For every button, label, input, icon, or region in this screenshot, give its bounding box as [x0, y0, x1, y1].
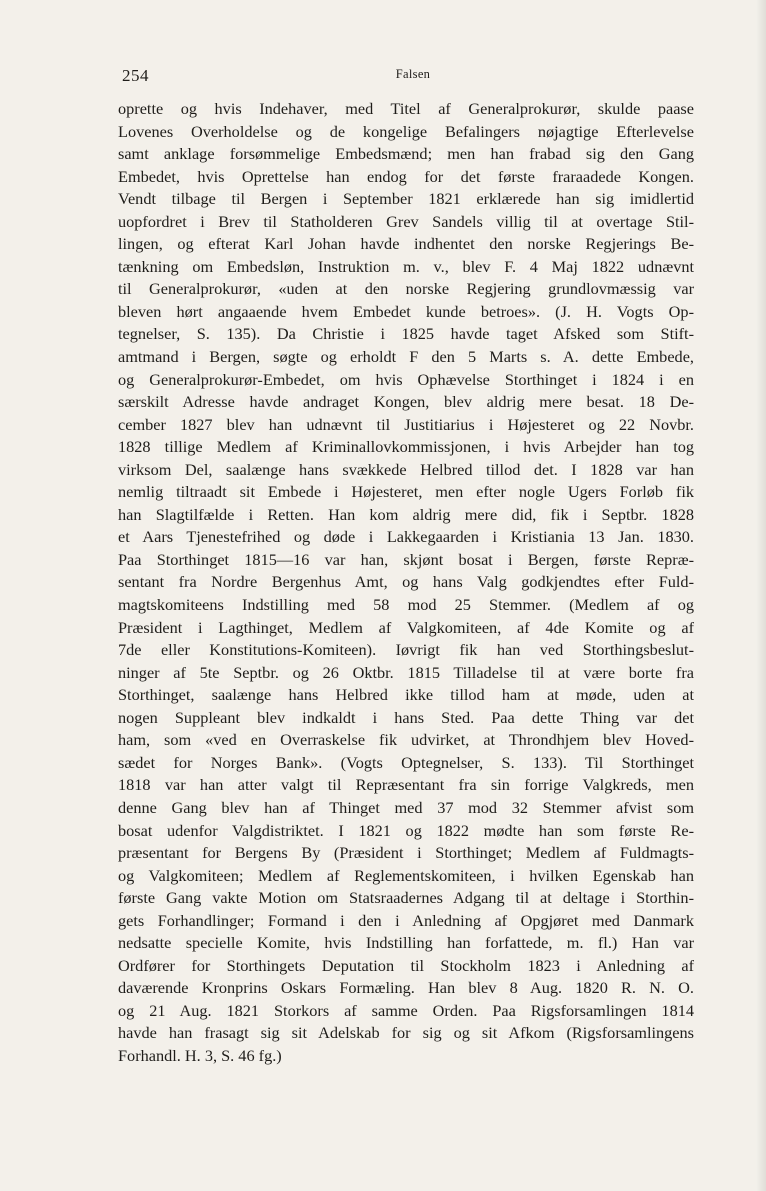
page-edge-shadow — [756, 0, 766, 1191]
text-line: Embedet, hvis Oprettelse han endog for det første fraraadede Kongen. — [118, 166, 694, 186]
text-line: sentant fra Nordre Bergenhus Amt, og hans Valg godkjendtes efter Fuld- — [118, 572, 694, 592]
text-line: oprette og hvis Indehaver, med Titel af Generalprokurør, skulde paase — [118, 99, 694, 118]
text-line: amtmand i Bergen, søgte og erholdt F den 5 Marts s. A. dette Embede, — [118, 347, 694, 367]
text-line: havde han frasagt sig sit Adelskab for sig og sit Afkom (Rigsforsamlingens — [118, 1023, 694, 1043]
running-head: Falsen — [395, 67, 431, 81]
text-line: første Gang vakte Motion om Statsraadernes Adgang til at deltage i Storthin- — [118, 888, 694, 908]
text-line: gets Forhandlinger; Formand i den i Anledning af Opgjøret med Danmark — [118, 910, 694, 930]
text-line: nedsatte specielle Komite, hvis Indstilling han forfattede, m. fl.) Han var — [118, 933, 694, 953]
text-line: præsentant for Bergens By (Præsident i Storthinget; Medlem af Fuldmagts- — [118, 843, 694, 863]
text-line: ninger af 5te Septbr. og 26 Oktbr. 1815 Tilladelse til at være borte fra — [118, 662, 694, 682]
text-line: nogen Suppleant blev indkaldt i hans Sted. Paa dette Thing var det — [118, 707, 694, 727]
text-line: Lovenes Overholdelse og de kongelige Befalingers nøjagtige Efterlevelse — [118, 121, 694, 141]
text-line: sædet for Norges Bank». (Vogts Optegnelser, S. 133). Til Storthinget — [118, 752, 694, 772]
text-line: uopfordret i Brev til Statholderen Grev Sandels villig til at overtage Stil- — [118, 211, 694, 231]
text-line: Storthinget, saalænge hans Helbred ikke tillod ham at møde, uden at — [118, 685, 694, 705]
text-line: og Generalprokurør-Embedet, om hvis Ophævelse Storthinget i 1824 i en — [118, 369, 694, 389]
text-line: 1828 tillige Medlem af Kriminallovkommissjonen, i hvis Arbejder han tog — [118, 437, 694, 457]
text-line: 7de eller Konstitutions-Komiteen). Iøvrigt fik han ved Storthingsbeslut- — [118, 640, 694, 660]
text-line: Vendt tilbage til Bergen i September 1821 erklærede han sig imidlertid — [118, 189, 694, 209]
text-line: samt anklage forsømmelige Embedsmænd; men han frabad sig den Gang — [118, 144, 694, 164]
text-line: magtskomiteens Indstilling med 58 mod 25 Stemmer. (Medlem af og — [118, 595, 694, 615]
text-line: Paa Storthinget 1815—16 var han, skjønt bosat i Bergen, første Repræ- — [118, 549, 694, 569]
text-line: daværende Kronprins Oskars Formæling. Han blev 8 Aug. 1820 R. N. O. — [118, 978, 694, 998]
text-line: bleven hørt angaaende hvem Embedet kunde betroes». (J. H. Vogts Op- — [118, 301, 694, 321]
text-line: 1818 var han atter valgt til Repræsentant fra sin forrige Valgkreds, men — [118, 775, 694, 795]
text-line: virksom Del, saalænge hans svækkede Helbred tillod det. I 1828 var han — [118, 459, 694, 479]
text-line: et Aars Tjenestefrihed og døde i Lakkegaarden i Kristiania 13 Jan. 1830. — [118, 527, 694, 547]
text-line: denne Gang blev han af Thinget med 37 mod 32 Stemmer afvist som — [118, 797, 694, 817]
text-line: tegnelser, S. 135). Da Christie i 1825 havde taget Afsked som Stift- — [118, 324, 694, 344]
text-line: særskilt Adresse havde andraget Kongen, blev aldrig mere besat. 18 De- — [118, 392, 694, 412]
text-line: Ordfører for Storthingets Deputation til Stockholm 1823 i Anledning af — [118, 955, 694, 975]
text-line: han Slagtilfælde i Retten. Han kom aldrig mere did, fik i Septbr. 1828 — [118, 504, 694, 524]
text-line: nemlig tiltraadt sit Embede i Højesteret, men efter nogle Ugers Forløb fik — [118, 482, 694, 502]
page-number: 254 — [122, 66, 149, 85]
text-line: Forhandl. H. 3, S. 46 fg.) — [118, 1045, 282, 1065]
text-line: lingen, og efterat Karl Johan havde indhentet den norske Regjerings Be- — [118, 234, 694, 254]
text-line: Præsident i Lagthinget, Medlem af Valgkomiteen, af 4de Komite og af — [118, 617, 694, 637]
text-line: og Valgkomiteen; Medlem af Reglementskomiteen, i hvilken Egenskab han — [118, 865, 694, 885]
text-line: cember 1827 blev han udnævnt til Justitiarius i Højesteret og 22 Novbr. — [118, 414, 694, 434]
text-line: ham, som «ved en Overraskelse fik udvirket, at Throndhjem blev Hoved- — [118, 730, 694, 750]
text-line: tænkning om Embedsløn, Instruktion m. v., blev F. 4 Maj 1822 udnævnt — [118, 256, 694, 276]
text-line: og 21 Aug. 1821 Storkors af samme Orden. Paa Rigsforsamlingen 1814 — [118, 1000, 694, 1020]
body-text — [118, 98, 694, 1068]
text-line: bosat udenfor Valgdistriktet. I 1821 og 1822 mødte han som første Re- — [118, 820, 694, 840]
text-line: til Generalprokurør, «uden at den norske Regjering grundlovmæssig var — [118, 279, 694, 299]
